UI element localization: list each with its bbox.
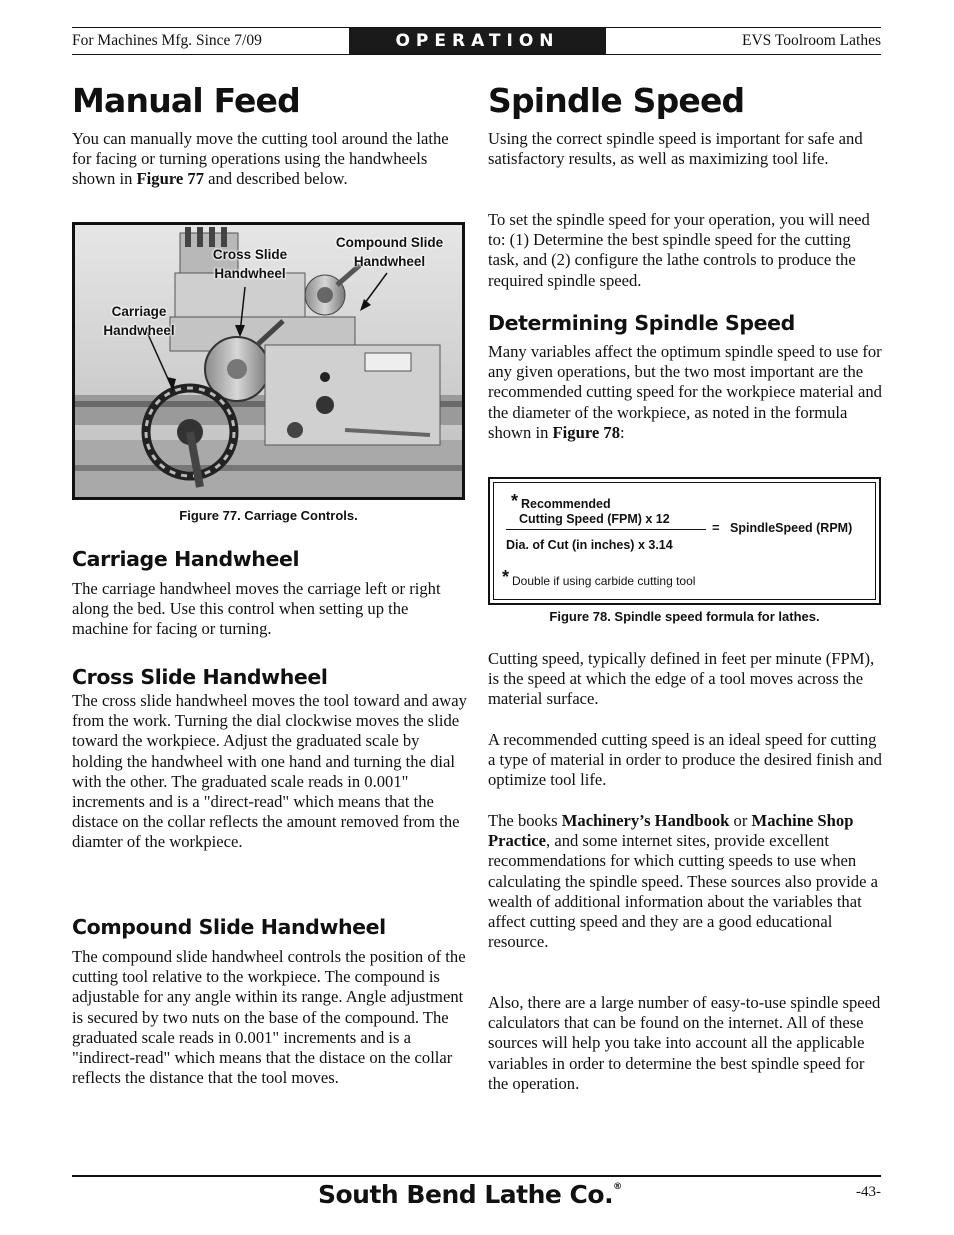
formula-numerator-line2: Cutting Speed (FPM) x 12: [519, 512, 670, 526]
figure-78-caption: Figure 78. Spindle speed formula for lathes.: [549, 609, 820, 624]
recommended-cutting-speed: [488, 730, 882, 791]
spindle-speed-intro: Using the correct spindle speed is important for safe and satisfactory results, as well as maximizing tool life.: [488, 129, 863, 169]
text-run: A recommended cutting speed is an ideal speed for cutting a type of material in order to produce the desired finish and optimize tool life.: [488, 730, 882, 790]
header-machine-date: For Machines Mfg. Since 7/09: [72, 32, 262, 49]
company-logo-text: South Bend Lathe Co.: [318, 1180, 614, 1209]
compound-slide-handwheel-body: The compound slide handwheel controls the position of the cutting tool relative to the workpiece. The compound is adjustable for any angle within its range. Angle adjustment is secured by two nuts on the base of the compound. The graduated scale reads in 0.001" increments and is a "indirect-read" which means that the distace on the collar reflects the distance that the tool moves.: [72, 947, 466, 1088]
bold-text-run: Machine Shop Practice: [488, 811, 854, 851]
text-run: and described below.: [204, 169, 348, 189]
label-line: Carriage: [111, 304, 167, 319]
reference-books-paragraph: [488, 811, 882, 952]
formula-numerator-line1: Recommended: [521, 497, 611, 511]
header-section-title: OPERATION: [349, 28, 606, 54]
spindle-speed-formula-box: [488, 477, 881, 605]
formula-footnote: Double if using carbide cutting tool: [512, 574, 696, 588]
carriage-handwheel-heading: Carriage Handwheel: [72, 547, 300, 571]
text-run: or: [729, 811, 752, 830]
text-run: :: [620, 422, 625, 442]
formula-inner-frame: [493, 482, 876, 600]
spindle-speed-title: Spindle Speed: [488, 81, 745, 120]
text-run: Cutting speed, typically defined in feet per minute (FPM), is the speed at which the edge of a tool moves across the material surface.: [488, 649, 875, 709]
carriage-handwheel-label: [89, 302, 189, 340]
cross-slide-handwheel-label: [195, 245, 305, 283]
formula-result: SpindleSpeed (RPM): [730, 521, 853, 535]
formula-equals: =: [712, 520, 720, 535]
header-product-name: EVS Toolroom Lathes: [742, 32, 881, 49]
label-line: Handwheel: [103, 323, 175, 338]
figure-77-caption: Figure 77. Carriage Controls.: [179, 508, 358, 523]
footer-rule: [72, 1175, 881, 1177]
compound-slide-handwheel-label: [327, 233, 452, 271]
company-logo: [318, 1180, 622, 1209]
carriage-controls-photo: [72, 222, 465, 500]
label-line: Cross Slide: [212, 247, 288, 262]
bold-text-run: Figure 77: [136, 169, 204, 189]
label-line: Handwheel: [353, 254, 426, 269]
bold-text-run: Machinery’s Handbook: [561, 811, 730, 830]
online-calculators-paragraph: [488, 993, 882, 1094]
registered-mark: ®: [613, 1182, 622, 1192]
cross-slide-handwheel-body: The cross slide handwheel moves the tool toward and away from the work. Turning the dial clockwise moves the slide toward the workpiece. Adjust the graduated scale by holding the handwheel with one hand and turning the dial with the other. The graduated scale reads in 0.001" increments and is a "direct-read" which means that the distace on the collar reflects the amount removed from the diamter of the workpiece.: [72, 691, 467, 852]
formula-asterisk: *: [511, 491, 519, 511]
formula-denominator: Dia. of Cut (in inches) x 3.14: [506, 538, 673, 552]
text-run: , and some internet sites, provide excellent recommendations for which cutting speeds to use when calculating the spindle speed. These sources also provide a wealth of additional information about the variables that affect cutting speed and they are a good educational resource.: [488, 831, 878, 952]
text-run: Many variables affect the optimum spindle speed to use for any given operations, but the two most important are the recommended cutting speed for the workpiece material and the diameter of the workpiece, as noted in the formula shown in: [488, 342, 882, 442]
determining-spindle-speed-body: [488, 342, 882, 443]
cross-slide-handwheel-heading: Cross Slide Handwheel: [72, 665, 328, 689]
manual-feed-title: Manual Feed: [72, 81, 300, 120]
label-line: Compound Slide: [335, 235, 444, 250]
determining-spindle-speed-heading: Determining Spindle Speed: [488, 311, 795, 335]
carriage-handwheel-body: The carriage handwheel moves the carriage left or right along the bed. Use this control when setting up the machine for facing or turning.: [72, 579, 441, 639]
text-run: Also, there are a large number of easy-to-use spindle speed calculators that can be found on the internet. All of these sources will help you take into account all the applicable variables in order to determine the best spindle speed for the operation.: [488, 993, 881, 1093]
cutting-speed-definition: [488, 649, 882, 710]
label-line: Handwheel: [214, 266, 286, 281]
manual-feed-intro: [72, 129, 468, 190]
text-run: The books: [488, 811, 562, 830]
formula-footnote-asterisk: *: [502, 567, 510, 587]
page-header: [72, 27, 881, 55]
formula-fraction-bar: [506, 529, 706, 530]
page-number: -43-: [856, 1184, 881, 1200]
compound-slide-handwheel-heading: Compound Slide Handwheel: [72, 915, 386, 939]
spindle-speed-setup-steps: To set the spindle speed for your operation, you will need to: (1) Determine the best spindle speed for the cutting task, and (2) configure the lathe controls to produce the required spindle speed.: [488, 210, 870, 290]
text-run: You can manually move the cutting tool around the lathe for facing or turning operations using the handwheels shown in: [72, 129, 449, 189]
bold-text-run: Figure 78: [552, 422, 620, 442]
